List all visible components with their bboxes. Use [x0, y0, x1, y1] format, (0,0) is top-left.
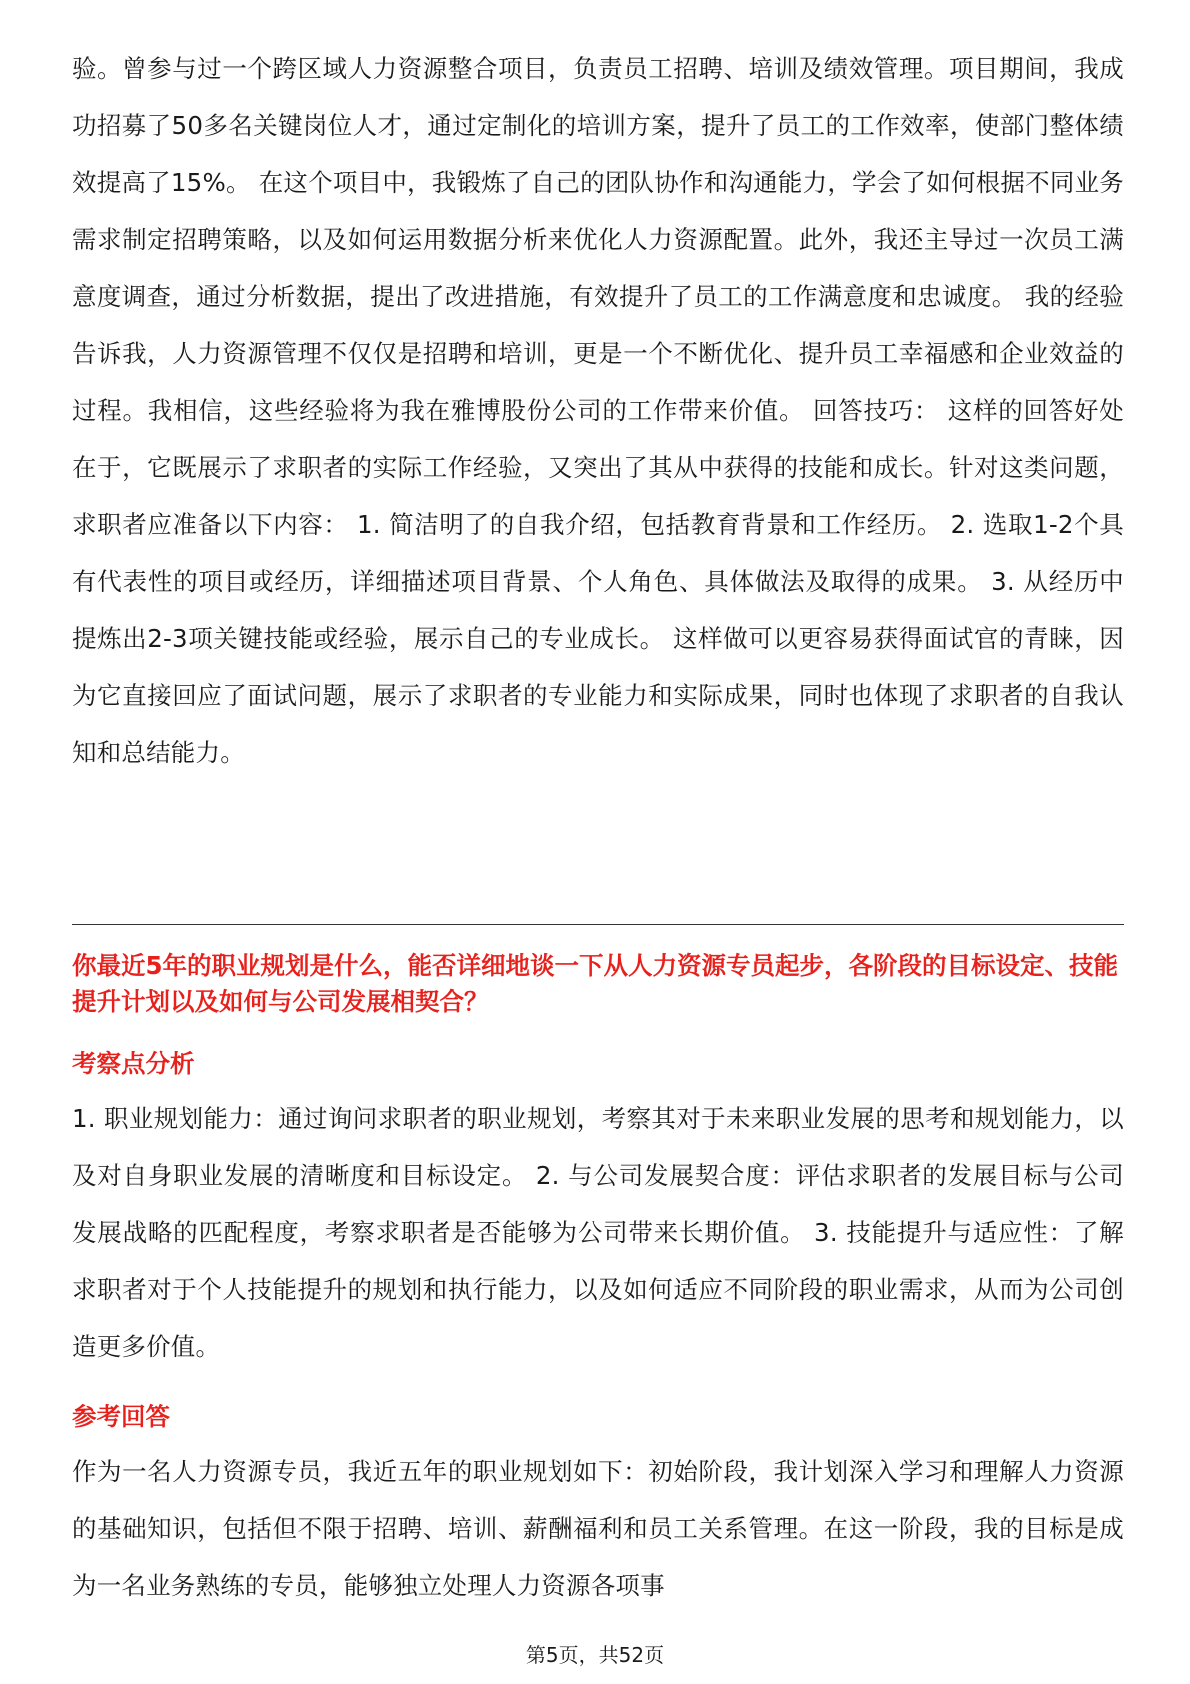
analysis-paragraph: 1. 职业规划能力：通过询问求职者的职业规划，考察其对于未来职业发展的思考和规划能力，以及对自身职业发展的清晰度和目标设定。 2. 与公司发展契合度：评估求职者的发展目标与公司发展战略的匹配程度，考察求职者是否能够为公司带来长期价值。 3. 技能提升与适应性：了解求职者对于个人技能提升的规划和执行能力，以及如何适应不同阶段的职业需求，从而为公司创造更多价值。 — [72, 1104, 1124, 1361]
body-paragraph-intro: 验。曾参与过一个跨区域人力资源整合项目，负责员工招聘、培训及绩效管理。项目期间，我成功招募了50多名关键岗位人才，通过定制化的培训方案，提升了员工的工作效率，使部门整体绩效提高了15%。 在这个项目中，我锻炼了自己的团队协作和沟通能力，学会了如何根据不同业务需求制定招聘策略，以及如何运用数据分析来优化人力资源配置。此外，我还主导过一次员工满意度调查，通过分析数据，提出了改进措施，有效提升了员工的工作满意度和忠诚度。 我的经验告诉我，人力资源管理不仅仅是招聘和培训，更是一个不断优化、提升员工幸福感和企业效益的过程。我相信，这些经验将为我在雅博股份公司的工作带来价值。 回答技巧： 这样的回答好处在于，它既展示了求职者的实际工作经验，又突出了其从中获得的技能和成长。针对这类问题，求职者应准备以下内容： 1. 简洁明了的自我介绍，包括教育背景和工作经历。 2. 选取1-2个具有代表性的项目或经历，详细描述项目背景、个人角色、具体做法及取得的成果。 3. 从经历中提炼出2-3项关键技能或经验，展示自己的专业成长。 这样做可以更容易获得面试官的青睐，因为它直接回应了面试问题，展示了求职者的专业能力和实际成果，同时也体现了求职者的自我认知和总结能力。 — [72, 54, 1124, 767]
section-divider — [72, 924, 1124, 925]
answer-heading: 参考回答 — [72, 1402, 170, 1431]
answer-paragraph: 作为一名人力资源专员，我近五年的职业规划如下：初始阶段，我计划深入学习和理解人力资源的基础知识，包括但不限于招聘、培训、薪酬福利和员工关系管理。在这一阶段，我的目标是成为一名业务熟练的专员，能够独立处理人力资源各项事 — [72, 1457, 1124, 1600]
analysis-heading: 考察点分析 — [72, 1049, 195, 1078]
page-footer: 第5页，共52页 — [525, 1643, 665, 1667]
interview-question: 你最近5年的职业规划是什么，能否详细地谈一下从人力资源专员起步，各阶段的目标设定、技能提升计划以及如何与公司发展相契合？ — [72, 951, 1119, 1016]
